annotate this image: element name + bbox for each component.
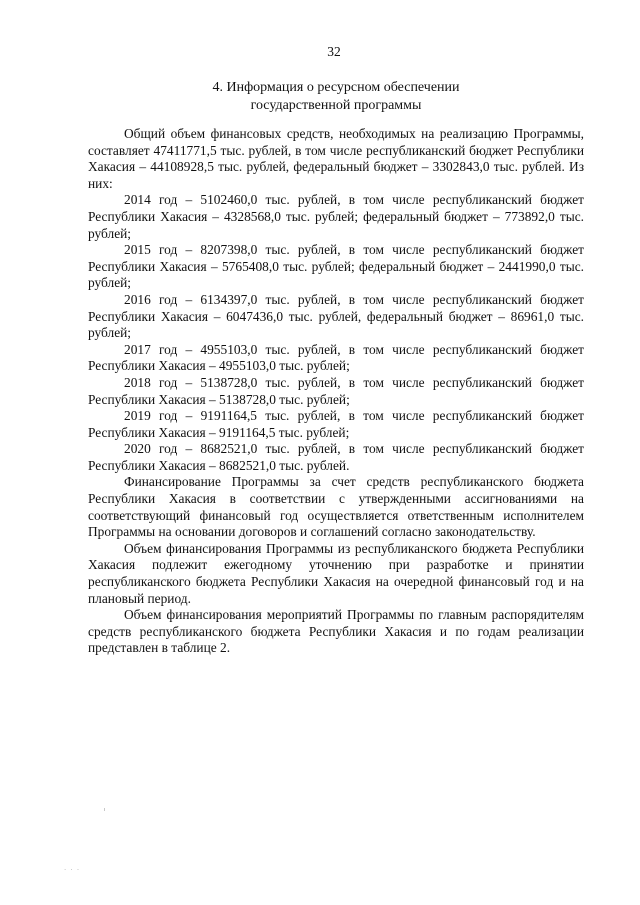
- page-number: 32: [327, 44, 341, 59]
- paragraph-year-2015: 2015 год – 8207398,0 тыс. рублей, в том числе республиканский бюджет Республики Хакасия – 5765408,0 тыс. рублей; федеральный бюджет – 2441990,0 тыс. рублей;: [88, 242, 584, 291]
- paragraph-year-2019: 2019 год – 9191164,5 тыс. рублей, в том числе республиканский бюджет Республики Хакасия – 9191164,5 тыс. рублей;: [88, 408, 584, 440]
- paragraph-year-2020: 2020 год – 8682521,0 тыс. рублей, в том числе республиканский бюджет Республики Хакасия – 8682521,0 тыс. рублей.: [88, 441, 584, 473]
- scan-artifact-dots: · · ·: [64, 866, 81, 874]
- paragraph-year-2016: 2016 год – 6134397,0 тыс. рублей, в том числе республиканский бюджет Республики Хакасия – 6047436,0 тыс. рублей, федеральный бюджет – 86961,0 тыс. рублей;: [88, 291, 584, 341]
- paragraph-year-2014: 2014 год – 5102460,0 тыс. рублей, в том числе республиканский бюджет Республики Хакасия – 4328568,0 тыс. рублей; федеральный бюджет – 773892,0 тыс. рублей;: [88, 192, 584, 241]
- document-body: [88, 126, 584, 657]
- scan-artifact-mark: [104, 808, 105, 811]
- paragraph-financing-procedure: Финансирование Программы за счет средств республиканского бюджета Республики Хакасия в соответствии с утвержденными ассигнованиями на соответствующий финансовый год осуществляется ответственным исполнителем Программы на основании договоров и соглашений согласно законодательству.: [88, 474, 584, 540]
- paragraph-annual-adjustment: Объем финансирования Программы из республиканского бюджета Республики Хакасия подлежит ежегодному уточнению при разработке и принятии республиканского бюджета Республики Хакасия на очередной финансовый год и на плановый период.: [88, 540, 584, 606]
- paragraph-year-2018: 2018 год – 5138728,0 тыс. рублей, в том числе республиканский бюджет Республики Хакасия – 5138728,0 тыс. рублей;: [88, 374, 584, 407]
- section-heading: [88, 79, 584, 115]
- section-heading-line-1: 4. Информация о ресурсном обеспечении: [212, 80, 460, 95]
- paragraph-table-reference: Объем финансирования мероприятий Программы по главным распорядителям средств республиканского бюджета Республики Хакасия и по годам реализации представлен в таблице 2.: [88, 607, 584, 656]
- section-heading-line-2: государственной программы: [250, 98, 422, 113]
- paragraph-year-2017: 2017 год – 4955103,0 тыс. рублей, в том числе республиканский бюджет Республики Хакасия – 4955103,0 тыс. рублей;: [88, 341, 584, 374]
- paragraph-total-funding: Общий объем финансовых средств, необходимых на реализацию Программы, составляет 47411771,5 тыс. рублей, в том числе республиканский бюджет Республики Хакасия – 44108928,5 тыс. рублей, федеральный бюджет – 3302843,0 тыс. рублей. Из них:: [88, 126, 584, 191]
